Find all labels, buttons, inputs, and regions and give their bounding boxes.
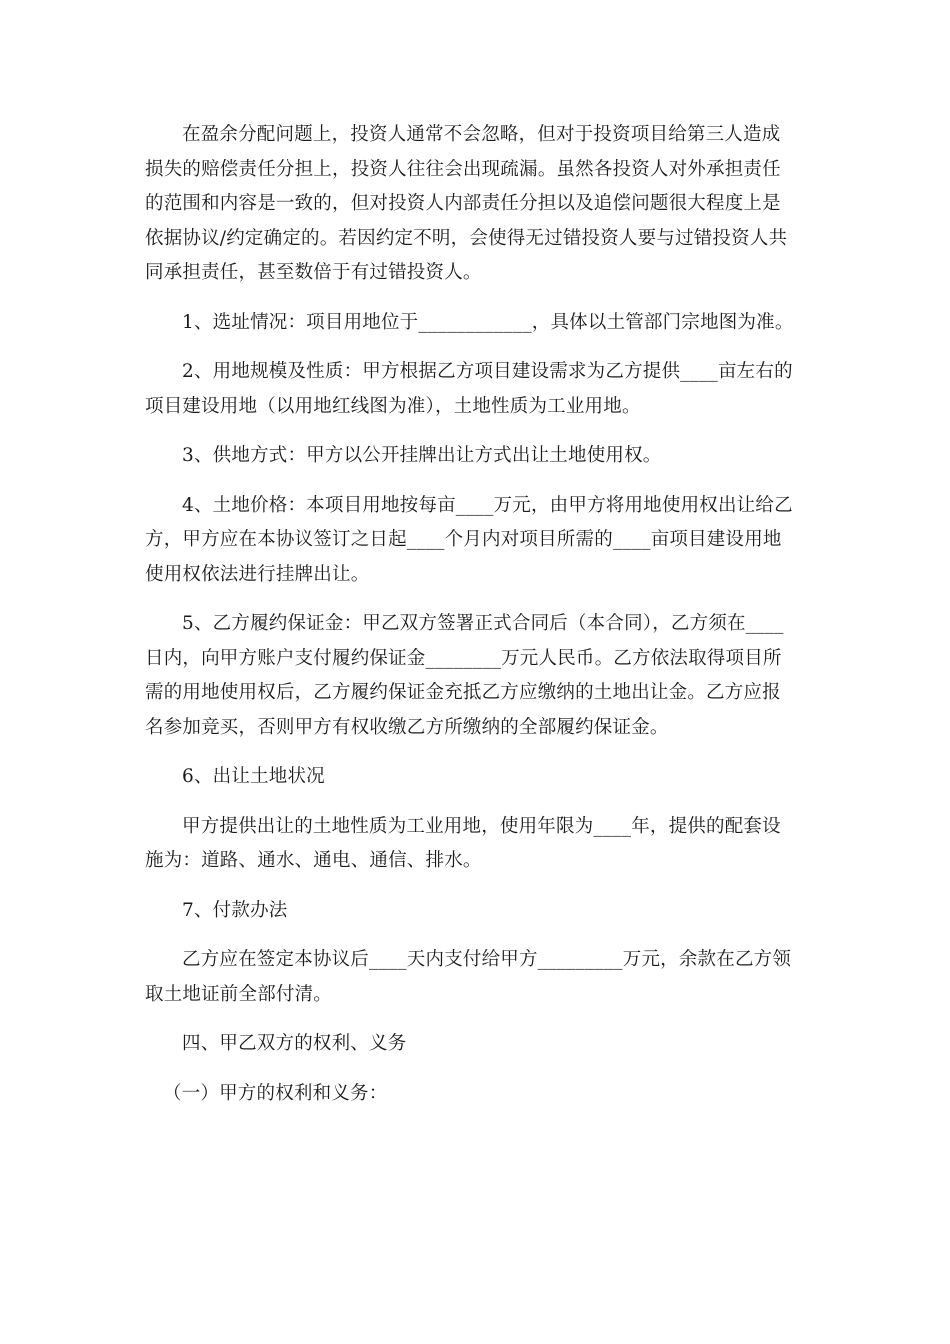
clause-5-performance-bond bbox=[145, 607, 810, 745]
text-line: 损失的赔偿责任分担上，投资人往往会出现疏漏。虽然各投资人对外承担责任 bbox=[145, 158, 781, 180]
subsection-heading: （一）甲方的权利和义务： bbox=[163, 1082, 388, 1104]
text-line: 1、选址情况：项目用地位于____________，具体以土管部门宗地图为准。 bbox=[182, 311, 794, 333]
text-line: 方，甲方应在本协议签订之日起____个月内对项目所需的____亩项目建设用地 bbox=[145, 529, 782, 550]
text-line: 需的用地使用权后，乙方履约保证金充抵乙方应缴纳的土地出让金。乙方应报 bbox=[145, 682, 781, 703]
section-heading: 7、付款办法 bbox=[182, 899, 288, 921]
clause-6-land-status bbox=[145, 810, 810, 879]
subsection-1-heading bbox=[145, 1077, 810, 1112]
document-page bbox=[145, 118, 810, 1111]
clause-6-heading bbox=[145, 760, 810, 795]
text-line: 取土地证前全部付清。 bbox=[145, 983, 333, 1005]
text-line: 3、供地方式：甲方以公开挂牌出让方式出让土地使用权。 bbox=[182, 445, 662, 466]
section-heading: 6、出让土地状况 bbox=[182, 766, 325, 787]
text-line: 乙方应在签定本协议后____天内支付给甲方_________万元，余款在乙方领 bbox=[182, 949, 792, 970]
text-line: 使用权依法进行挂牌出让。 bbox=[145, 563, 370, 585]
text-line: 同承担责任，甚至数倍于有过错投资人。 bbox=[145, 262, 482, 283]
clause-7-heading bbox=[145, 894, 810, 929]
text-line: 甲方提供出让的土地性质为工业用地，使用年限为____年，提供的配套设 bbox=[182, 815, 781, 837]
text-line: 4、土地价格：本项目用地按每亩____万元，由甲方将用地使用权出让给乙 bbox=[182, 494, 793, 516]
text-line: 2、用地规模及性质：甲方根据乙方项目建设需求为乙方提供____亩左右的 bbox=[182, 361, 793, 382]
section-heading: 四、甲乙双方的权利、义务 bbox=[182, 1033, 407, 1054]
clause-4-land-price bbox=[145, 489, 810, 593]
text-line: 在盈余分配问题上，投资人通常不会忽略，但对于投资项目给第三人造成 bbox=[182, 124, 781, 145]
text-line: 名参加竞买，否则甲方有权收缴乙方所缴纳的全部履约保证金。 bbox=[145, 716, 669, 738]
clause-7-payment bbox=[145, 943, 810, 1012]
text-line: 依据协议/约定确定的。若因约定不明，会使得无过错投资人要与过错投资人共 bbox=[145, 227, 788, 249]
paragraph-profit-distribution bbox=[145, 118, 810, 291]
text-line: 的范围和内容是一致的，但对投资人内部责任分担以及追偿问题很大程度上是 bbox=[145, 193, 781, 214]
section-4-heading bbox=[145, 1027, 810, 1062]
text-line: 施为：道路、通水、通电、通信、排水。 bbox=[145, 850, 482, 871]
clause-1-site-selection bbox=[145, 306, 810, 341]
text-line: 5、乙方履约保证金：甲乙双方签署正式合同后（本合同），乙方须在____ bbox=[182, 613, 784, 634]
text-line: 项目建设用地（以用地红线图为准），土地性质为工业用地。 bbox=[145, 395, 641, 417]
clause-3-supply-method bbox=[145, 439, 810, 474]
clause-2-land-scale bbox=[145, 355, 810, 424]
text-line: 日内，向甲方账户支付履约保证金________万元人民币。乙方依法取得项目所 bbox=[145, 647, 782, 669]
